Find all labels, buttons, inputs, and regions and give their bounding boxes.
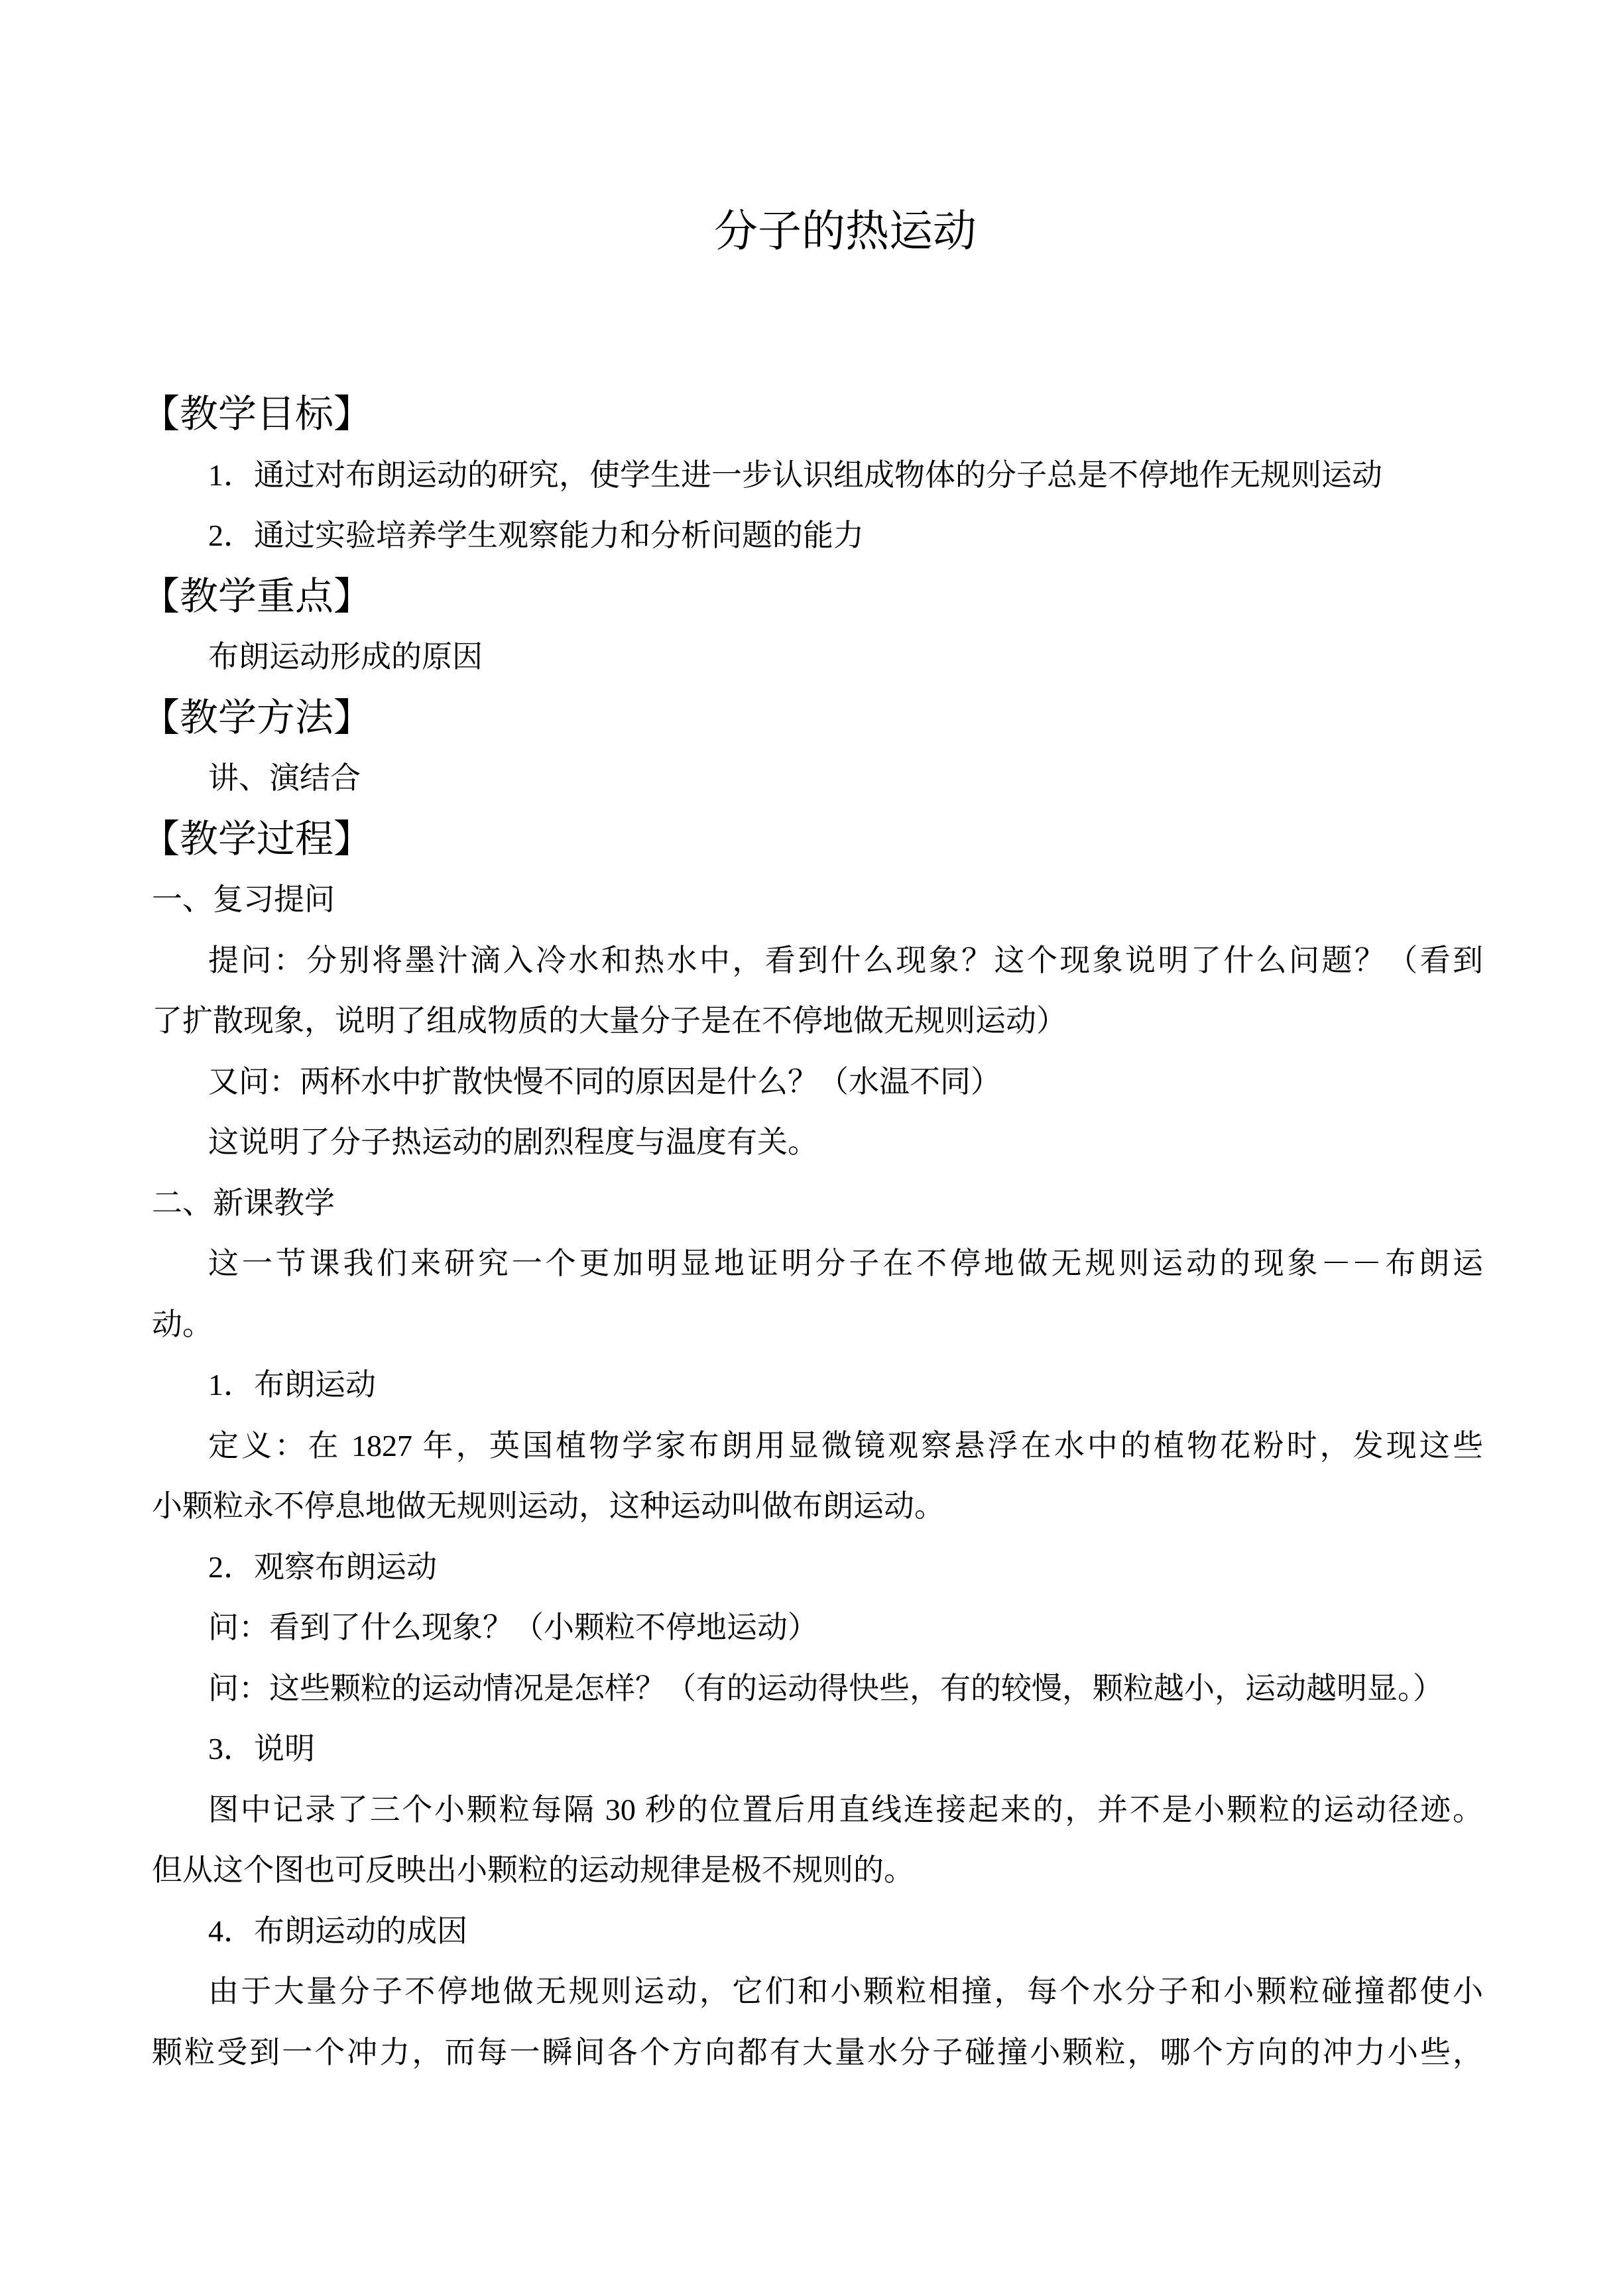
paragraph-line: 这一节课我们来研究一个更加明显地证明分子在不停地做无规则运动的现象－－布朗运 [208, 1246, 1483, 1280]
paragraph-line: 颗粒受到一个冲力，而每一瞬间各个方向都有大量水分子碰撞小颗粒，哪个方向的冲力小些， [152, 2035, 1483, 2069]
paragraph-line: 小颗粒永不停息地做无规则运动，这种运动叫做布朗运动。 [152, 1489, 945, 1523]
section-heading-objectives: 【教学目标】 [141, 393, 373, 436]
document-body [141, 384, 1483, 2083]
paragraph-line: 由于大量分子不停地做无规则运动，它们和小颗粒相撞，每个水分子和小颗粒碰撞都使小 [208, 1974, 1483, 2008]
subsection-heading-new-lesson: 二、新课教学 [152, 1185, 335, 1220]
topic-heading-brownian-motion: 1．布朗运动 [208, 1368, 376, 1402]
paragraph-line: 定义：在 1827 年，英国植物学家布朗用显微镜观察悬浮在水中的植物花粉时，发现这些 [208, 1428, 1483, 1463]
section-heading-key-points: 【教学重点】 [141, 574, 373, 618]
topic-heading-explanation: 3．说明 [208, 1732, 315, 1766]
document-title: 分子的热运动 [714, 208, 977, 256]
paragraph-line: 问：看到了什么现象？（小颗粒不停地运动） [208, 1610, 818, 1644]
key-point-item: 布朗运动形成的原因 [208, 640, 483, 674]
objective-item: 1．通过对布朗运动的研究，使学生进一步认识组成物体的分子总是不停地作无规则运动 [208, 457, 1382, 492]
paragraph-line: 但从这个图也可反映出小颗粒的运动规律是极不规则的。 [152, 1853, 914, 1887]
paragraph-line: 这说明了分子热运动的剧烈程度与温度有关。 [208, 1125, 818, 1159]
section-heading-methods: 【教学方法】 [141, 695, 373, 739]
paragraph-line: 图中记录了三个小颗粒每隔 30 秒的位置后用直线连接起来的，并不是小颗粒的运动径迹。 [208, 1792, 1483, 1827]
paragraph-line: 问：这些颗粒的运动情况是怎样？（有的运动得快些，有的较慢，颗粒越小，运动越明显。） [208, 1671, 1443, 1705]
section-heading-process: 【教学过程】 [141, 817, 373, 861]
method-item: 讲、演结合 [208, 761, 361, 795]
subsection-heading-review: 一、复习提问 [152, 882, 335, 916]
paragraph-line: 动。 [152, 1307, 213, 1341]
paragraph-line: 了扩散现象，说明了组成物质的大量分子是在不停地做无规则运动） [152, 1004, 1067, 1038]
objective-item: 2．通过实验培养学生观察能力和分析问题的能力 [208, 518, 864, 552]
paragraph-line: 提问：分别将墨汁滴入冷水和热水中，看到什么现象？这个现象说明了什么问题？（看到 [208, 943, 1483, 977]
topic-heading-observe: 2．观察布朗运动 [208, 1549, 437, 1584]
paragraph-line: 又问：两杯水中扩散快慢不同的原因是什么？（水温不同） [208, 1064, 1001, 1099]
topic-heading-causes: 4．布朗运动的成因 [208, 1913, 467, 1948]
